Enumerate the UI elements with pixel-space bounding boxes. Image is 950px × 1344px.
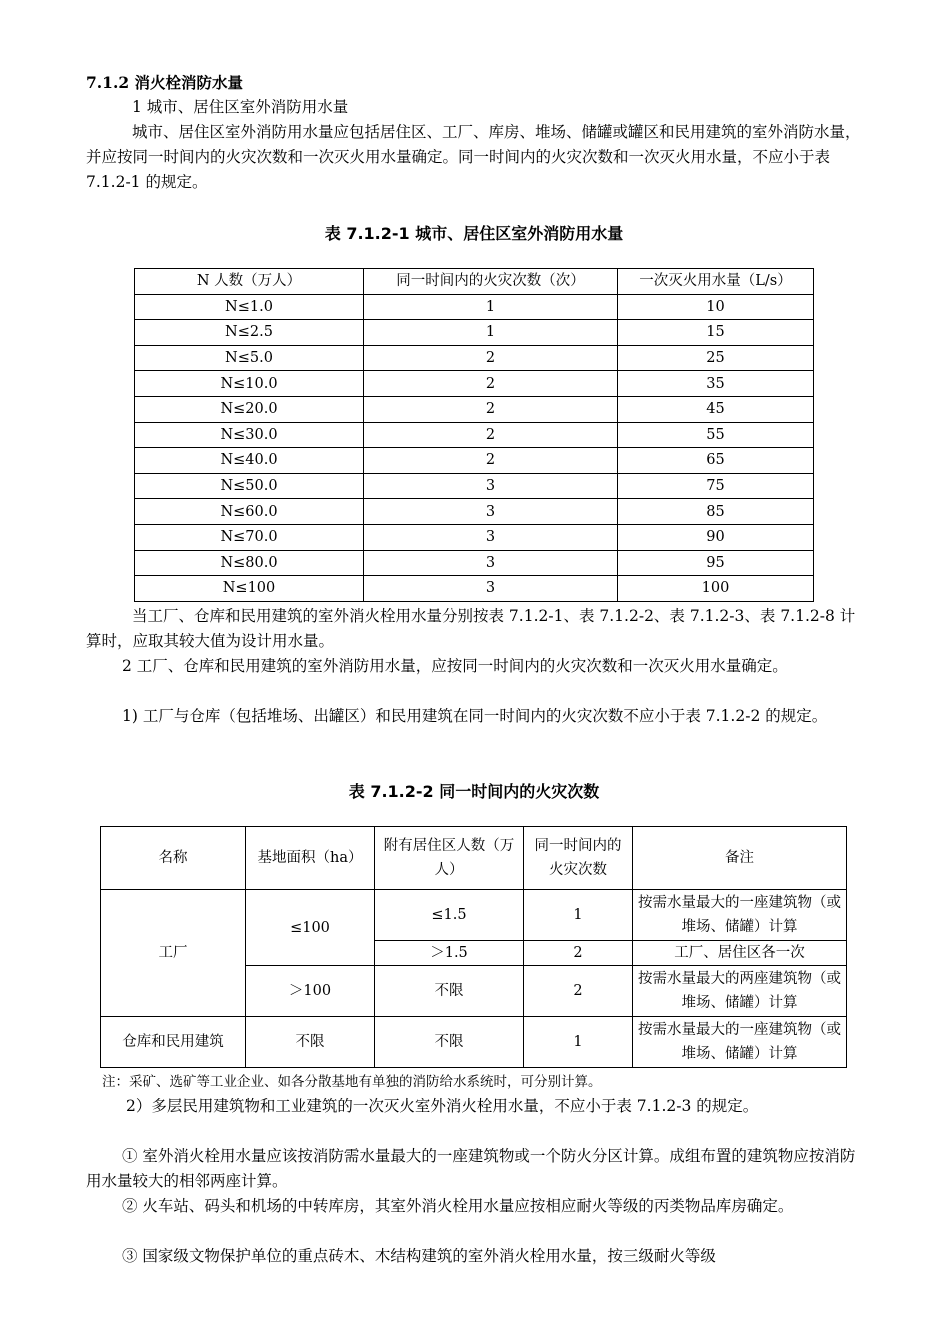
cell-water-flow: 65 xyxy=(618,448,814,474)
cell-water-flow: 85 xyxy=(618,499,814,525)
cell-remark: 按需水量最大的两座建筑物（或堆场、储罐）计算 xyxy=(633,966,847,1017)
circled-item-3: ③ 国家级文物保护单位的重点砖木、木结构建筑的室外消火栓用水量，按三级耐火等级 xyxy=(122,1247,716,1265)
cell-water-flow: 15 xyxy=(618,320,814,346)
table2-header-area: 基地面积（ha） xyxy=(246,827,375,890)
table-row xyxy=(135,499,814,525)
item2: 2 工厂、仓库和民用建筑的室外消防用水量，应按同一时间内的火灾次数和一次灭火用水量确定。 xyxy=(122,657,788,675)
circled-item-2: ② 火车站、码头和机场的中转库房，其室外消火栓用水量应按相应耐火等级的丙类物品库房确定。 xyxy=(122,1197,794,1215)
table-row xyxy=(135,473,814,499)
cell-population: N≤100 xyxy=(135,576,364,602)
table1-header: 一次灭火用水量（L/s） xyxy=(618,269,814,295)
cell-population: N≤30.0 xyxy=(135,422,364,448)
cell-pop-unlimited: 不限 xyxy=(375,966,524,1017)
cell-area-le100: ≤100 xyxy=(246,890,375,966)
cell-population: N≤2.5 xyxy=(135,320,364,346)
cell-population: N≤60.0 xyxy=(135,499,364,525)
table1-caption: 表 7.1.2-1 城市、居住区室外消防用水量 xyxy=(324,224,624,243)
cell-population: N≤80.0 xyxy=(135,550,364,576)
cell-fire-times: 2 xyxy=(364,345,618,371)
item1-title: 1 城市、居住区室外消防用水量 xyxy=(132,98,349,116)
table2-header-times: 同一时间内的火灾次数 xyxy=(524,827,633,890)
cell-population: N≤50.0 xyxy=(135,473,364,499)
table-row xyxy=(101,1017,847,1068)
section-heading: 7.1.2 消火栓消防水量 xyxy=(86,73,244,92)
table2-caption: 表 7.1.2-2 同一时间内的火灾次数 xyxy=(348,782,600,801)
table1 xyxy=(134,268,814,602)
cell-remark: 按需水量最大的一座建筑物（或堆场、储罐）计算 xyxy=(633,890,847,941)
table-row xyxy=(135,320,814,346)
paragraph-after-table1: 当工厂、仓库和民用建筑的室外消火栓用水量分别按表 7.1.2-1、表 7.1.2-2、表 7.1.2-3、表 7.1.2-8 计算时，应取其较大值为设计用水量。 xyxy=(86,607,856,650)
cell-fire-times: 3 xyxy=(364,576,618,602)
cell-area-gt100: ＞100 xyxy=(246,966,375,1017)
cell-water-flow: 10 xyxy=(618,294,814,320)
cell-pop-le15: ≤1.5 xyxy=(375,890,524,941)
cell-pop-unlimited: 不限 xyxy=(375,1017,524,1068)
cell-population: N≤40.0 xyxy=(135,448,364,474)
cell-fire-times: 3 xyxy=(364,473,618,499)
cell-water-flow: 75 xyxy=(618,473,814,499)
cell-water-flow: 90 xyxy=(618,524,814,550)
cell-fire-times: 2 xyxy=(364,422,618,448)
cell-population: N≤10.0 xyxy=(135,371,364,397)
cell-fire-times: 2 xyxy=(364,448,618,474)
item2-1: 1) 工厂与仓库（包括堆场、出罐区）和民用建筑在同一时间内的火灾次数不应小于表 7.1.2-2 的规定。 xyxy=(122,707,828,725)
cell-water-flow: 100 xyxy=(618,576,814,602)
cell-fire-times: 2 xyxy=(364,371,618,397)
table2-header-population: 附有居住区人数（万人） xyxy=(375,827,524,890)
cell-area-unlimited: 不限 xyxy=(246,1017,375,1068)
table-row xyxy=(135,448,814,474)
table-row xyxy=(135,422,814,448)
table1-header-row xyxy=(135,269,814,295)
cell-fire-times: 2 xyxy=(364,396,618,422)
cell-fire-times: 3 xyxy=(364,550,618,576)
cell-fire-times: 3 xyxy=(364,499,618,525)
table-row xyxy=(135,371,814,397)
table-row xyxy=(135,294,814,320)
table-row xyxy=(135,576,814,602)
cell-factory: 工厂 xyxy=(101,890,246,1017)
cell-fire-times: 1 xyxy=(364,294,618,320)
cell-fire-times: 1 xyxy=(364,320,618,346)
cell-remark: 按需水量最大的一座建筑物（或堆场、储罐）计算 xyxy=(633,1017,847,1068)
table2-header-remarks: 备注 xyxy=(633,827,847,890)
cell-population: N≤5.0 xyxy=(135,345,364,371)
cell-warehouse: 仓库和民用建筑 xyxy=(101,1017,246,1068)
cell-pop-gt15: ＞1.5 xyxy=(375,941,524,966)
table-row xyxy=(135,396,814,422)
cell-times: 2 xyxy=(524,941,633,966)
cell-water-flow: 95 xyxy=(618,550,814,576)
cell-times: 1 xyxy=(524,890,633,941)
table-row xyxy=(135,345,814,371)
item1-paragraph: 城市、居住区室外消防用水量应包括居住区、工厂、库房、堆场、储罐或罐区和民用建筑的室外消防水量，并应按同一时间内的火灾次数和一次灭火用水量确定。同一时间内的火灾次数和一次灭火用水量，不应小于表 7.1.2-1 的规定。 xyxy=(86,123,861,191)
cell-water-flow: 25 xyxy=(618,345,814,371)
cell-water-flow: 35 xyxy=(618,371,814,397)
cell-population: N≤20.0 xyxy=(135,396,364,422)
table-row xyxy=(135,524,814,550)
cell-times: 2 xyxy=(524,966,633,1017)
table2-note: 注：采矿、选矿等工业企业、如各分散基地有单独的消防给水系统时，可分别计算。 xyxy=(102,1074,602,1090)
table-row xyxy=(101,890,847,941)
table2 xyxy=(100,826,847,1068)
table1-header: 同一时间内的火灾次数（次） xyxy=(364,269,618,295)
cell-fire-times: 3 xyxy=(364,524,618,550)
table2-header-row xyxy=(101,827,847,890)
cell-water-flow: 55 xyxy=(618,422,814,448)
item2-2: 2）多层民用建筑物和工业建筑的一次灭火室外消火栓用水量，不应小于表 7.1.2-3 的规定。 xyxy=(126,1097,759,1115)
cell-remark: 工厂、居住区各一次 xyxy=(633,941,847,966)
circled-item-1: ① 室外消火栓用水量应该按消防需水量最大的一座建筑物或一个防火分区计算。成组布置的建筑物应按消防用水量较大的相邻两座计算。 xyxy=(86,1147,856,1190)
cell-population: N≤70.0 xyxy=(135,524,364,550)
table1-header: N 人数（万人） xyxy=(135,269,364,295)
table2-header-name: 名称 xyxy=(101,827,246,890)
cell-population: N≤1.0 xyxy=(135,294,364,320)
cell-times: 1 xyxy=(524,1017,633,1068)
table-row xyxy=(135,550,814,576)
cell-water-flow: 45 xyxy=(618,396,814,422)
